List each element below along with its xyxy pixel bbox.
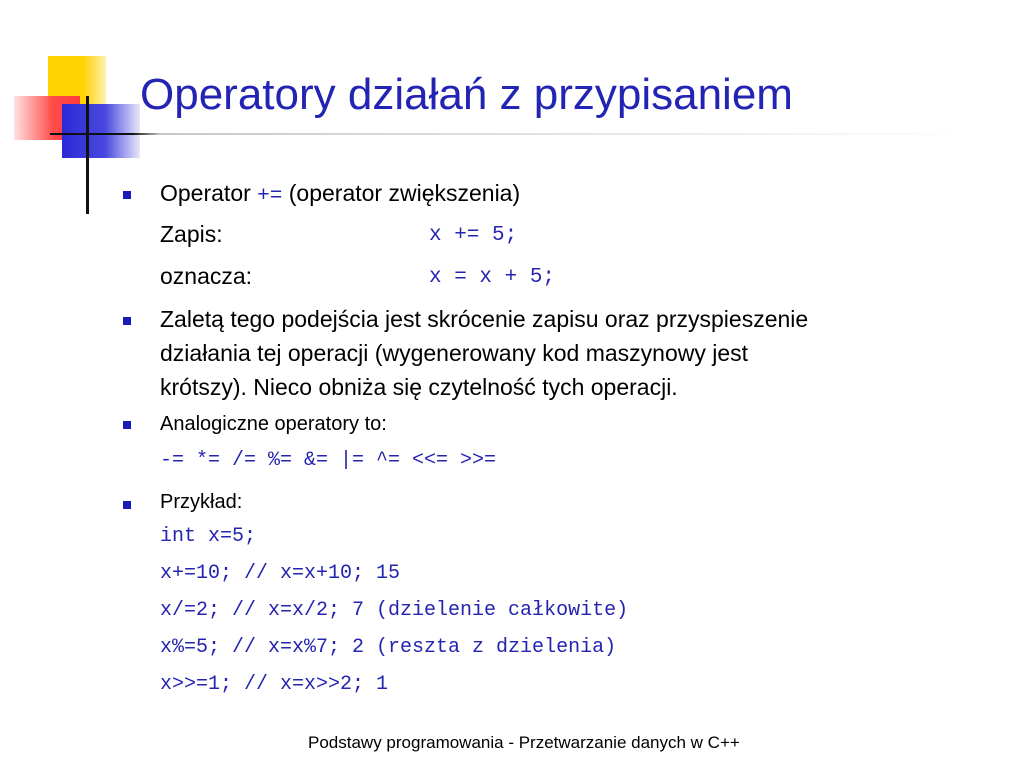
oznacza-label: oznacza: (160, 263, 253, 289)
oznacza-code: x = x + 5; (429, 266, 556, 289)
example-label: Przykład: (160, 491, 243, 513)
analog-operators-label: Analogiczne operatory to: (160, 413, 387, 435)
example-code-line: x>>=1; // x=x>>2; 1 (160, 673, 389, 696)
bullet-marker (123, 421, 131, 429)
advantage-text-line: krótszy). Nieco obniża się czytelność tych operacji. (160, 374, 678, 400)
operator-label: Operator (160, 180, 251, 206)
slide-title: Operatory działań z przypisaniem (140, 70, 793, 119)
advantage-text-line: działania tej operacji (wygenerowany kod maszynowy jest (160, 340, 749, 366)
bullet-marker (123, 191, 131, 199)
example-code-line: x%=5; // x=x%7; 2 (reszta z dzielenia) (160, 636, 617, 659)
bullet-marker (123, 317, 131, 325)
logo-vertical-line (86, 96, 89, 214)
advantage-text-line: Zaletą tego podejścia jest skrócenie zapisu oraz przyspieszenie (160, 306, 809, 332)
zapis-code: x += 5; (429, 224, 518, 247)
analog-operators-list: -= *= /= %= &= |= ^= <<= >>= (160, 449, 497, 472)
title-underline (50, 133, 970, 135)
example-code-line: int x=5; (160, 525, 257, 548)
example-code-line: x/=2; // x=x/2; 7 (dzielenie całkowite) (160, 599, 629, 622)
operator-description: (operator zwiększenia) (288, 180, 521, 206)
operator-symbol: += (257, 185, 283, 208)
zapis-label: Zapis: (160, 221, 223, 247)
bullet-marker (123, 501, 131, 509)
bullet-operator-line (160, 176, 520, 214)
slide-footer: Podstawy programowania - Przetwarzanie danych w C++ (308, 733, 740, 752)
example-code-line: x+=10; // x=x+10; 15 (160, 562, 401, 585)
logo-blue-square (62, 104, 140, 158)
